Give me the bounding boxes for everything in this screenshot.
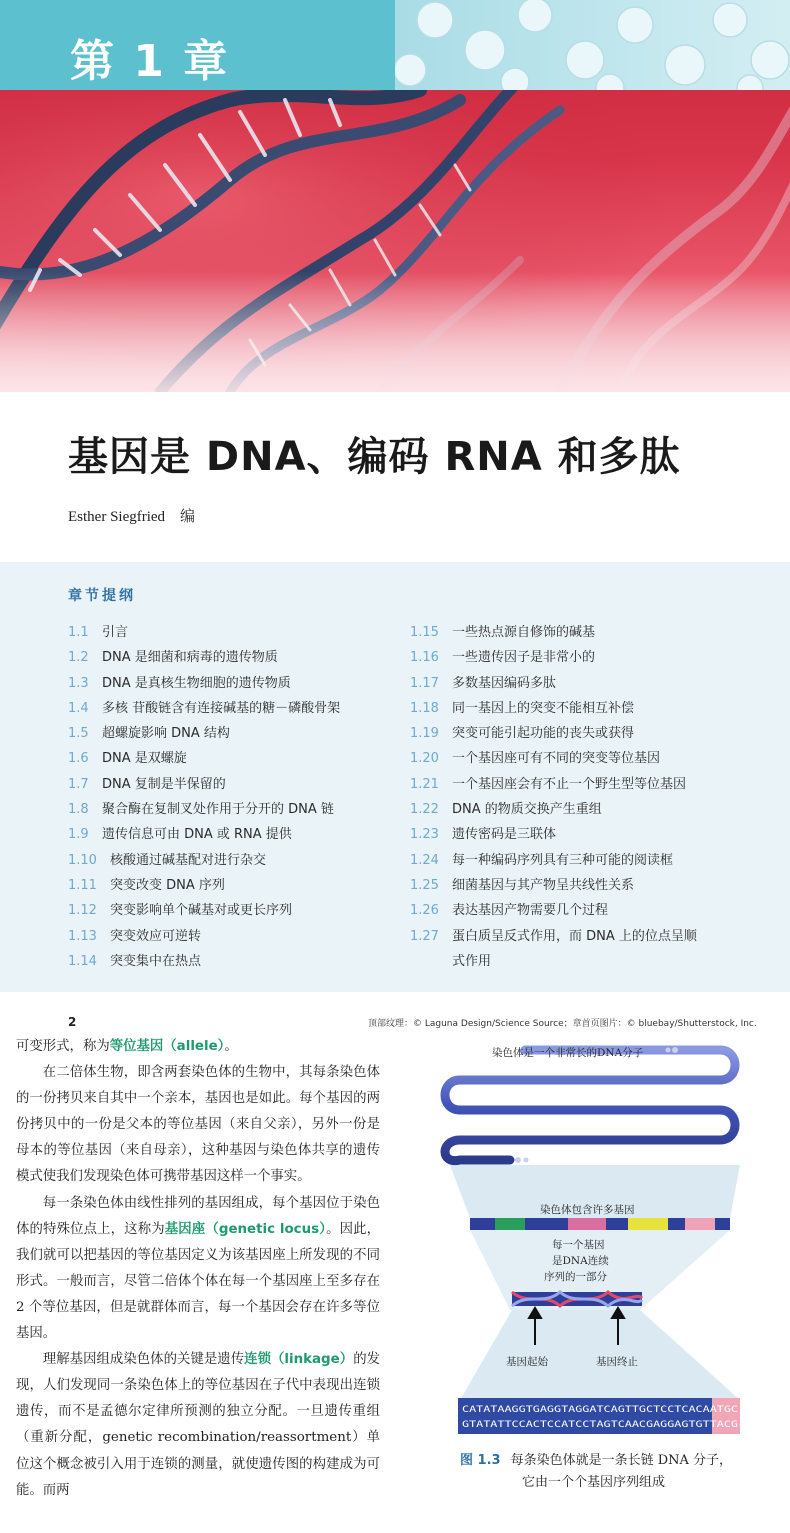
outline-item: 1.22 DNA 的物质交换产生重组 [410, 802, 602, 818]
fig-label-end: 基因终止 [596, 1356, 638, 1368]
outline-item: 1.14 突变集中在热点 [68, 953, 202, 969]
figure-number: 图 1.3 [460, 1453, 501, 1468]
outline-heading: 章节提纲 [68, 588, 136, 604]
outline-item: 1.26 表达基因产物需要几个过程 [410, 903, 609, 919]
helix-strip [512, 1292, 642, 1306]
key-term: 基因座（genetic locus） [164, 1221, 327, 1237]
sequence-top: CATATAAGGTGAGGTAGGATCAGTTGCTCCTCACAATGC [462, 1405, 738, 1415]
chapter-banner [0, 0, 790, 392]
outline-item: 1.16 一些遗传因子是非常小的 [410, 650, 596, 666]
key-term: 连锁（linkage） [244, 1352, 354, 1368]
fig-label-mid: 染色体包含许多基因 [540, 1204, 635, 1216]
paragraph: 可变形式，称为等位基因（allele）。 [16, 1039, 238, 1054]
dna-helix-image [0, 90, 790, 392]
fig-label-gene-2: 是DNA连续 [552, 1255, 609, 1267]
chapter-label: 第 1 章 [70, 36, 230, 87]
outline-item: 1.18 同一基因上的突变不能相互补偿 [410, 700, 635, 716]
outline-item: 1.12 突变影响单个碱基对或更长序列 [68, 903, 293, 919]
outline-item: 1.6 DNA 是双螺旋 [68, 751, 187, 767]
outline-item: 1.25 细菌基因与其产物呈共线性关系 [410, 877, 635, 893]
outline-item: 1.3 DNA 是真核生物细胞的遗传物质 [68, 675, 291, 691]
banner-top-strip [0, 0, 790, 90]
page-number: 2 [68, 1015, 77, 1029]
chapter-title: 基因是 DNA、编码 RNA 和多肽 [68, 434, 681, 480]
fig-label-top: 染色体是一个非常长的DNA分子 [492, 1047, 644, 1059]
outline-item: 1.21 一个基因座会有不止一个野生型等位基因 [410, 776, 687, 792]
outline-item: 1.27 蛋白质呈反式作用，而 DNA 上的位点呈顺 式作用 [410, 928, 697, 969]
outline-item: 1.24 每一种编码序列具有三种可能的阅读框 [410, 852, 674, 868]
outline-item: 1.20 一个基因座可有不同的突变等位基因 [410, 751, 661, 767]
fig-label-gene-1: 每一个基因 [552, 1239, 605, 1251]
outline-item: 1.4 多核 苷酸链含有连接碱基的糖－磷酸骨架 [68, 700, 341, 716]
outline-item: 1.2 DNA 是细菌和病毒的遗传物质 [68, 650, 278, 666]
image-credit: 顶部纹理：© Laguna Design/Science Source；章首页图片：© bluebay/Shutterstock, Inc. [368, 1019, 757, 1029]
outline-item: 1.11 突变改变 DNA 序列 [68, 877, 225, 893]
outline-item: 1.15 一些热点源自修饰的碱基 [410, 625, 596, 640]
outline-item: 1.13 突变效应可逆转 [68, 928, 202, 944]
outline-item: 1.10 核酸通过碱基配对进行杂交 [68, 852, 267, 868]
sequence-bottom: GTATATTCCACTCCATCCTAGTCAACGAGGAGTGTTACG [462, 1420, 738, 1430]
outline-item: 1.7 DNA 复制是半保留的 [68, 776, 226, 792]
outline-item: 1.5 超螺旋影响 DNA 结构 [68, 726, 230, 742]
author-line: Esther Siegfried 编 [68, 509, 196, 525]
outline-right-column [410, 620, 770, 974]
paragraph: 每一条染色体由线性排列的基因组成，每个基因位于染色体的特殊位点上，这称为基因座（genetic locus）。因此，我们就可以把基因的等位基因定义为该基因座上所发现的不同形式。一般而言，尽管二倍体个体在每一个基因座上至多存在 2 个等位基因，但是就群体而言，每一个基因会存在许多等位基因。 [16, 1195, 381, 1342]
body-text [16, 1034, 380, 1504]
gene-bar [470, 1218, 730, 1230]
outline-item: 1.9 遗传信息可由 DNA 或 RNA 提供 [68, 827, 292, 843]
outline-item: 1.8 聚合酶在复制叉处作用于分开的 DNA 链 [68, 802, 334, 818]
paragraph: 在二倍体生物，即含两套染色体的生物中，其每条染色体的一份拷贝来自其中一个亲本，基因也是如此。每个基因的两份拷贝中的一份是父本的等位基因（来自父亲），另外一份是母本的等位基因（来自母亲），这种基因与染色体共享的遗传模式使我们发现染色体可携带基因这样一个事实。 [16, 1065, 380, 1185]
outline-item: 1.17 多数基因编码多肽 [410, 675, 557, 691]
fig-label-gene-3: 序列的一部分 [544, 1271, 607, 1283]
outline-item: 1.1 引言 [68, 625, 129, 640]
dna-coil [445, 1050, 735, 1161]
outline-item: 1.19 突变可能引起功能的丧失或获得 [410, 726, 635, 742]
outline-item: 1.23 遗传密码是三联体 [410, 827, 557, 843]
outline-left-column [68, 620, 398, 974]
key-term: 等位基因（allele） [109, 1039, 225, 1054]
cell-texture-image [395, 0, 790, 90]
fig-label-start: 基因起始 [506, 1356, 548, 1368]
paragraph: 理解基因组成染色体的关键是遗传连锁（linkage）的发现，人们发现同一条染色体上的等位基因在子代中表现出连锁遗传，而不是孟德尔定律所预测的独立分配。一旦遗传重组（重新分配，genetic recombination/reassortment）单位这个概念被引入用于连锁的测量，就使遗传图的构建成为可能。而两 [16, 1352, 381, 1498]
chromosome-dna-figure [440, 1040, 760, 1460]
figure-caption: 图 1.3 每条染色体就是一条长链 DNA 分子， 它由一个个基因序列组成 [460, 1453, 733, 1490]
